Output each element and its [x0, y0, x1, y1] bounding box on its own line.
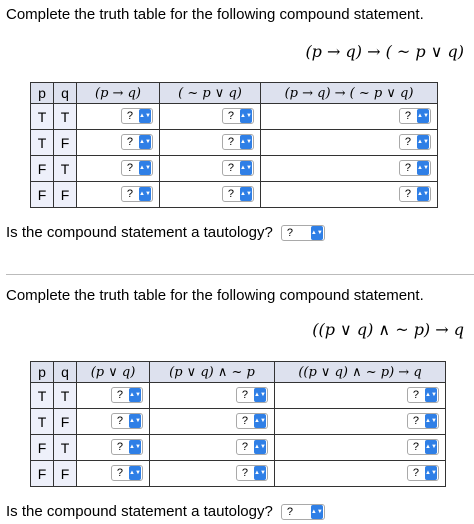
p-value: F — [31, 182, 54, 208]
up-down-chevron-icon: ▲▼ — [425, 414, 437, 428]
answer-select[interactable]: ? ▲▼ — [121, 186, 153, 202]
answer-select[interactable]: ? ▲▼ — [222, 186, 254, 202]
answer-select[interactable]: ? ▲▼ — [407, 465, 439, 481]
up-down-chevron-icon: ▲▼ — [129, 440, 141, 454]
answer-select[interactable]: ? ▲▼ — [236, 439, 268, 455]
up-down-chevron-icon: ▲▼ — [425, 388, 437, 402]
answer-select[interactable]: ? ▲▼ — [407, 439, 439, 455]
answer-select[interactable]: ? ▲▼ — [236, 387, 268, 403]
q-value: T — [54, 383, 77, 409]
up-down-chevron-icon: ▲▼ — [129, 388, 141, 402]
answer-select[interactable]: ? ▲▼ — [236, 465, 268, 481]
header-q: q — [54, 83, 77, 104]
section-divider — [6, 274, 474, 275]
up-down-chevron-icon: ▲▼ — [240, 135, 252, 149]
up-down-chevron-icon: ▲▼ — [254, 388, 266, 402]
p-value: F — [31, 156, 54, 182]
q-value: F — [54, 409, 77, 435]
q1-tautology-row — [6, 224, 325, 241]
q2-truth-table — [30, 361, 446, 487]
q2-tautology-question: Is the compound statement a tautology? — [6, 503, 273, 520]
q2-formula: ((p ∨ q) ∧ ~ p) → q — [312, 320, 464, 339]
up-down-chevron-icon: ▲▼ — [240, 161, 252, 175]
up-down-chevron-icon: ▲▼ — [139, 187, 151, 201]
answer-select[interactable]: ? ▲▼ — [236, 413, 268, 429]
answer-select[interactable]: ? ▲▼ — [399, 108, 431, 124]
q-value: T — [54, 435, 77, 461]
up-down-chevron-icon: ▲▼ — [311, 505, 323, 519]
header-col2: ( ~ p ∨ q) — [160, 83, 261, 104]
q-value: F — [54, 182, 77, 208]
answer-select[interactable]: ? ▲▼ — [222, 108, 254, 124]
table-row — [31, 409, 446, 435]
table-row — [31, 130, 438, 156]
answer-select[interactable]: ? ▲▼ — [111, 413, 143, 429]
p-value: F — [31, 461, 54, 487]
header-col3: ((p ∨ q) ∧ ~ p) → q — [275, 362, 446, 383]
header-col2: (p ∨ q) ∧ ~ p — [150, 362, 275, 383]
up-down-chevron-icon: ▲▼ — [417, 187, 429, 201]
q-value: T — [54, 156, 77, 182]
answer-select[interactable]: ? ▲▼ — [399, 134, 431, 150]
answer-select[interactable]: ? ▲▼ — [407, 413, 439, 429]
up-down-chevron-icon: ▲▼ — [425, 466, 437, 480]
up-down-chevron-icon: ▲▼ — [254, 466, 266, 480]
table-row — [31, 156, 438, 182]
up-down-chevron-icon: ▲▼ — [417, 109, 429, 123]
answer-select[interactable]: ? ▲▼ — [407, 387, 439, 403]
q2-tautology-row — [6, 503, 325, 520]
p-value: T — [31, 104, 54, 130]
table-row — [31, 104, 438, 130]
answer-select[interactable]: ? ▲▼ — [111, 465, 143, 481]
header-col1: (p → q) — [77, 83, 160, 104]
table-row — [31, 182, 438, 208]
q1-prompt: Complete the truth table for the following compound statement. — [6, 6, 424, 23]
table-row — [31, 461, 446, 487]
up-down-chevron-icon: ▲▼ — [129, 414, 141, 428]
p-value: F — [31, 435, 54, 461]
header-q: q — [54, 362, 77, 383]
answer-select[interactable]: ? ▲▼ — [121, 160, 153, 176]
up-down-chevron-icon: ▲▼ — [311, 226, 323, 240]
header-col1: (p ∨ q) — [77, 362, 150, 383]
up-down-chevron-icon: ▲▼ — [254, 414, 266, 428]
q1-truth-table — [30, 82, 438, 208]
answer-select[interactable]: ? ▲▼ — [111, 387, 143, 403]
p-value: T — [31, 409, 54, 435]
q1-formula: (p → q) → ( ~ p ∨ q) — [305, 42, 464, 61]
answer-select[interactable]: ? ▲▼ — [111, 439, 143, 455]
q1-tautology-question: Is the compound statement a tautology? — [6, 224, 273, 241]
answer-select[interactable]: ? ▲▼ — [121, 108, 153, 124]
header-col3: (p → q) → ( ~ p ∨ q) — [261, 83, 438, 104]
up-down-chevron-icon: ▲▼ — [139, 135, 151, 149]
q-value: T — [54, 104, 77, 130]
up-down-chevron-icon: ▲▼ — [417, 161, 429, 175]
tautology-select[interactable]: ? ▲▼ — [281, 225, 325, 241]
answer-select[interactable]: ? ▲▼ — [399, 186, 431, 202]
up-down-chevron-icon: ▲▼ — [417, 135, 429, 149]
answer-select[interactable]: ? ▲▼ — [399, 160, 431, 176]
answer-select[interactable]: ? ▲▼ — [121, 134, 153, 150]
tautology-select[interactable]: ? ▲▼ — [281, 504, 325, 520]
q-value: F — [54, 461, 77, 487]
p-value: T — [31, 130, 54, 156]
up-down-chevron-icon: ▲▼ — [139, 161, 151, 175]
up-down-chevron-icon: ▲▼ — [254, 440, 266, 454]
table-row — [31, 383, 446, 409]
answer-select[interactable]: ? ▲▼ — [222, 160, 254, 176]
header-p: p — [31, 362, 54, 383]
p-value: T — [31, 383, 54, 409]
answer-select[interactable]: ? ▲▼ — [222, 134, 254, 150]
table-row — [31, 435, 446, 461]
q-value: F — [54, 130, 77, 156]
header-p: p — [31, 83, 54, 104]
up-down-chevron-icon: ▲▼ — [139, 109, 151, 123]
up-down-chevron-icon: ▲▼ — [240, 187, 252, 201]
up-down-chevron-icon: ▲▼ — [129, 466, 141, 480]
up-down-chevron-icon: ▲▼ — [425, 440, 437, 454]
up-down-chevron-icon: ▲▼ — [240, 109, 252, 123]
q2-prompt: Complete the truth table for the following compound statement. — [6, 287, 424, 304]
